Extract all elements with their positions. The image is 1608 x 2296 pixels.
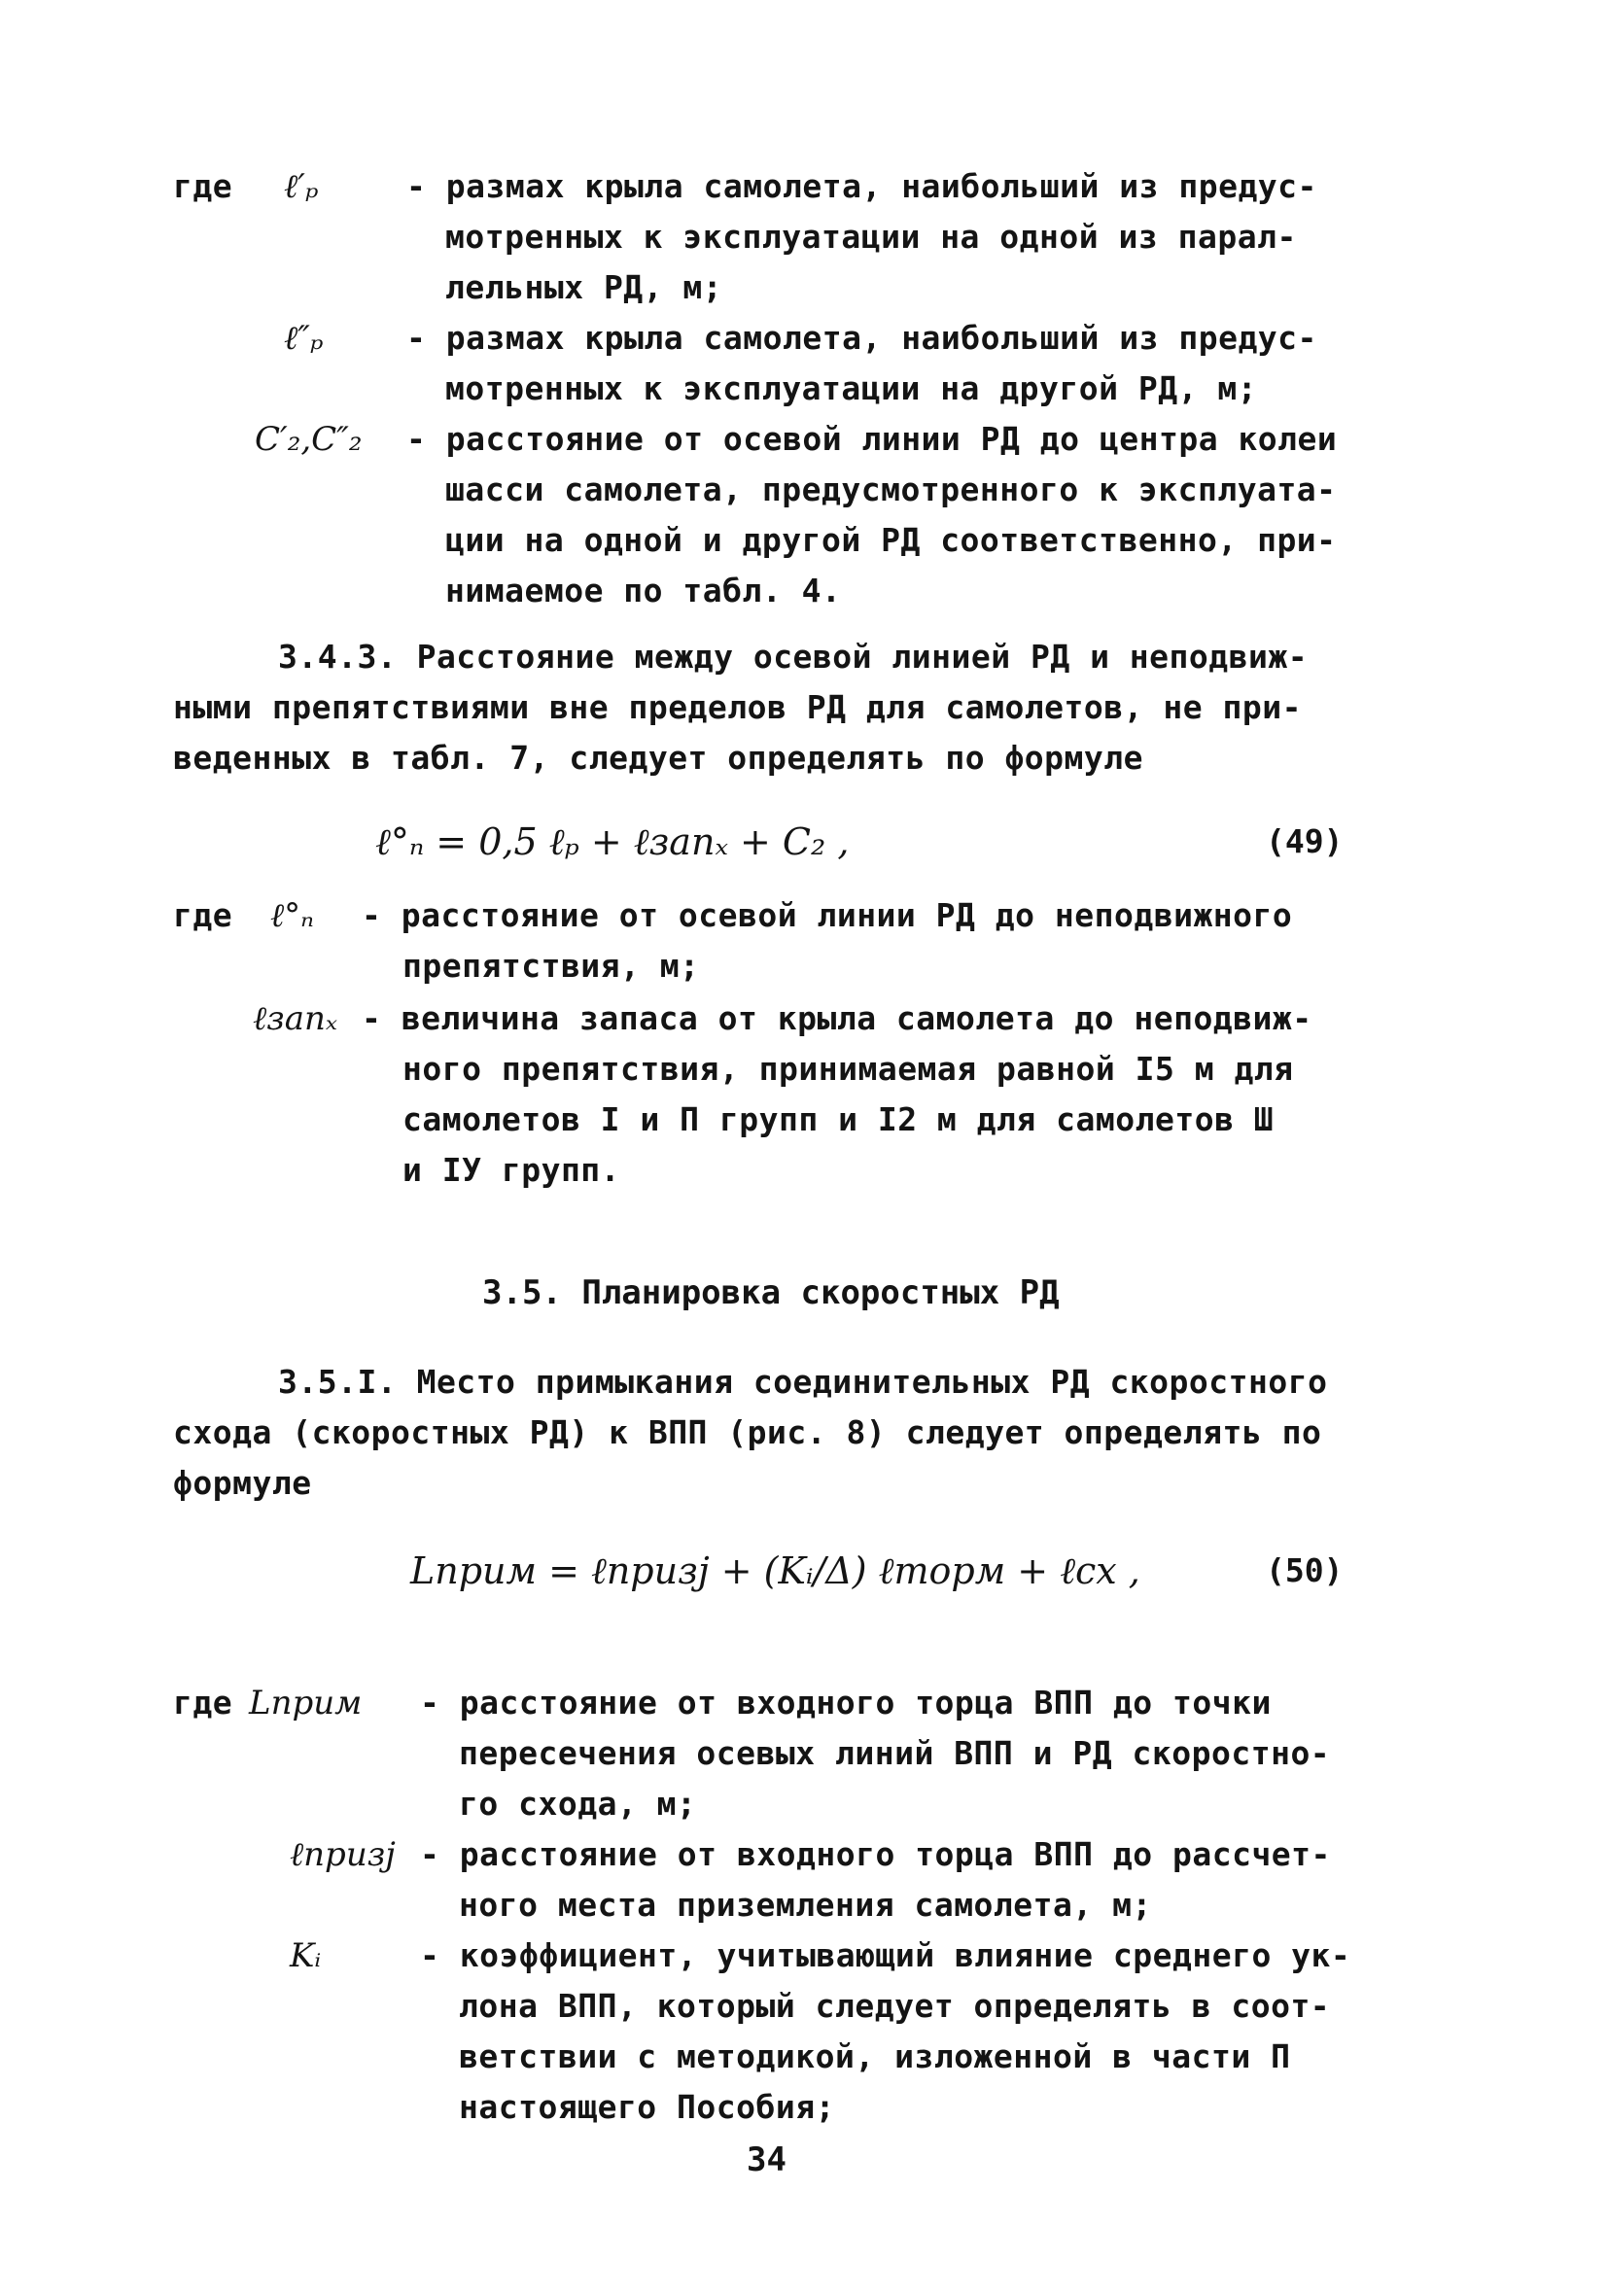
definition-line: ного места приземления самолета, м;	[459, 1886, 1152, 1924]
symbol-lpriz: ℓпризj	[290, 1835, 396, 1874]
paragraph-line: ными препятствиями вне пределов РД для самолетов, не при-	[173, 688, 1302, 726]
definition-line: - расстояние от осевой линии РД до неподвижного	[362, 896, 1293, 934]
symbol-ki: Kᵢ	[290, 1936, 322, 1975]
definition-line: - размах крыла самолета, наибольший из предус-	[406, 167, 1317, 205]
definition-line: мотренных к эксплуатации на другой РД, м;	[445, 369, 1258, 407]
symbol-lp-double-prime: ℓ″ₚ	[284, 319, 324, 358]
definition-line: лельных РД, м;	[445, 268, 723, 306]
definition-line: настоящего Пособия;	[459, 2088, 835, 2126]
definition-line: - расстояние от осевой линии РД до центра колеи	[406, 420, 1338, 458]
definition-line: шасси самолета, предусмотренного к эксплуата-	[445, 470, 1337, 508]
definition-line: мотренных к эксплуатации на одной из парал-	[445, 218, 1297, 256]
symbol-lp-prime: ℓ′ₚ	[284, 167, 319, 206]
where-label: где	[173, 167, 233, 205]
paragraph-line: схода (скоростных РД) к ВПП (рис. 8) следует определять по	[173, 1413, 1322, 1451]
paragraph-line: 3.4.3. Расстояние между осевой линией РД и неподвиж-	[278, 638, 1309, 676]
definition-line: препятствия, м;	[402, 947, 700, 985]
definition-line: лона ВПП, который следует определять в соот-	[459, 1987, 1331, 2025]
definition-line: - величина запаса от крыла самолета до неподвиж-	[362, 999, 1312, 1037]
definition-line: пересечения осевых линий ВПП и РД скоростно-	[459, 1734, 1331, 1772]
equation-number-50: (50)	[1266, 1551, 1344, 1589]
page-number: 34	[747, 2140, 787, 2179]
definition-line: нимаемое по табл. 4.	[445, 572, 842, 609]
symbol-lprim: Lприм	[249, 1684, 363, 1722]
definition-line: - коэффициент, учитывающий влияние среднего ук-	[420, 1936, 1351, 1974]
definition-line: и IУ групп.	[402, 1151, 621, 1189]
equation-number-49: (49)	[1266, 822, 1344, 860]
definition-line: ветствии с методикой, изложенной в части П	[459, 2037, 1291, 2075]
formula-50: Lприм = ℓпризj + (Kᵢ/Δ) ℓторм + ℓсх ,	[410, 1549, 1140, 1592]
definition-line: - расстояние от входного торца ВПП до рассчет-	[420, 1835, 1331, 1873]
paragraph-line: веденных в табл. 7, следует определять по формуле	[173, 739, 1144, 777]
definition-line: - размах крыла самолета, наибольший из предус-	[406, 319, 1317, 357]
definition-line: самолетов I и П групп и I2 м для самолетов Ш	[402, 1100, 1275, 1138]
where-label: где	[173, 1684, 233, 1722]
definition-line: ного препятствия, принимаемая равной I5 м для	[402, 1050, 1294, 1088]
where-label: где	[173, 896, 233, 934]
paragraph-line: формуле	[173, 1464, 312, 1502]
symbol-ln0: ℓ°ₙ	[270, 896, 314, 935]
section-heading: 3.5. Планировка скоростных РД	[482, 1273, 1060, 1312]
symbol-lzap: ℓзапₓ	[253, 999, 337, 1038]
definition-line: - расстояние от входного торца ВПП до точки	[420, 1684, 1272, 1722]
formula-49: ℓ°ₙ = 0,5 ℓₚ + ℓзапₓ + C₂ ,	[375, 820, 850, 863]
paragraph-line: 3.5.I. Место примыкания соединительных РД скоростного	[278, 1363, 1328, 1401]
definition-line: ции на одной и другой РД соответственно, при-	[445, 521, 1337, 559]
definition-line: го схода, м;	[459, 1785, 697, 1823]
symbol-c2: C′₂,C″₂	[255, 420, 363, 459]
